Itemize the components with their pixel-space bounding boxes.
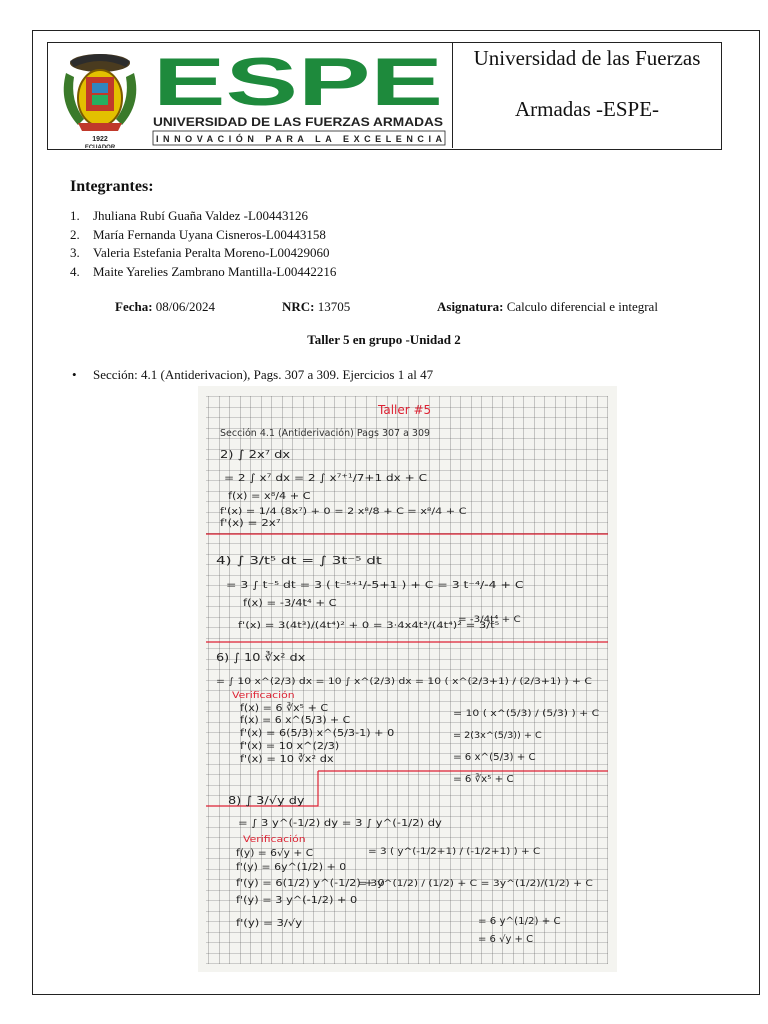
homework-line: = ∫ 3 y^(-1/2) dy = 3 ∫ y^(-1/2) dy (238, 818, 443, 829)
homework-line: 6) ∫ 10 ∛x² dx (216, 651, 293, 664)
seal-year: 1922 (92, 136, 108, 143)
list-item: 1. Jhuliana Rubí Guaña Valdez -L00443126 (70, 208, 308, 223)
university-name (453, 43, 721, 148)
university-line-1: Universidad de las Fuerzas (473, 46, 701, 70)
espe-logo (48, 43, 453, 148)
homework-line: = -3/4t⁴ + C (458, 615, 521, 625)
nrc-field: NRC: 13705 (282, 299, 351, 314)
logo-wordmark: ESPE (153, 44, 443, 120)
seccion-item: • Sección: 4.1 (Antiderivacion), Pags. 307 a 309. Ejercicios 1 al 47 (72, 367, 434, 382)
homework-header: Sección 4.1 (Antiderivación) Pags 307 a 309 (220, 428, 431, 439)
taller-title: Taller 5 en grupo -Unidad 2 (307, 332, 461, 347)
homework-line: = 6 x^(5/3) + C (453, 752, 537, 763)
homework-line: = 6 y^(1/2) + C (478, 916, 562, 927)
homework-photo (198, 386, 617, 972)
homework-line: 8) ∫ 3/√y dy (228, 794, 306, 807)
homework-line: f(x) = -3/4t⁴ + C (243, 598, 338, 609)
homework-line: f'(x) = 6(5/3) x^(5/3-1) + 0 (240, 728, 395, 739)
homework-line: f'(x) = 2x⁷ (220, 518, 281, 529)
homework-line: f(x) = x⁸/4 + C (228, 491, 312, 502)
list-item: 4. Maite Yarelies Zambrano Mantilla-L00442216 (70, 264, 337, 280)
homework-line: f(x) = 6 x^(5/3) + C (240, 715, 351, 726)
homework-line: f'(y) = 3/√y (236, 918, 303, 929)
homework-line: = 10 ( x^(5/3) / (5/3) ) + C (453, 709, 600, 719)
homework-line: = 6 √y + C (478, 934, 534, 945)
list-item: 3. Valeria Estefania Peralta Moreno-L00429060 (70, 245, 330, 261)
logo-tagline: INNOVACIÓN PARA LA EXCELENCIA (156, 134, 442, 144)
integrantes-heading: Integrantes: (70, 178, 154, 195)
homework-line: = ∫ 10 x^(2/3) dx = 10 ∫ x^(2/3) dx = 10 ( x^(2/3+1) / (2/3+1) ) + C (216, 677, 592, 687)
homework-line: f'(x) = 3(4t³)/(4t⁴)² + 0 = 3·4x4t³/(4t⁴)² = 3/t⁵ (238, 621, 500, 631)
homework-line: f'(y) = 6y^(1/2) + 0 (236, 862, 347, 873)
homework-line: Verificación (232, 691, 284, 701)
homework-line: f(y) = 6√y + C (236, 848, 314, 859)
fecha-field: Fecha: 08/06/2024 (115, 299, 216, 314)
homework-line: Verificación (243, 835, 295, 845)
members-list (70, 207, 336, 282)
homework-line: f'(y) = 6(1/2) y^(-1/2) + 0 (236, 878, 385, 889)
homework-line: f'(x) = 10 ∛x² dx (240, 754, 319, 765)
homework-line: = 6 ∛x⁵ + C (453, 774, 510, 785)
homework-line: 2) ∫ 2x⁷ dx (220, 448, 291, 461)
homework-line: 4) ∫ 3/t⁵ dt = ∫ 3t⁻⁵ dt (216, 554, 383, 567)
homework-image (198, 386, 617, 972)
homework-line: = 3y^(1/2) / (1/2) + C = 3y^(1/2)/(1/2) + C (358, 879, 593, 889)
homework-line: = 3 ( y^(-1/2+1) / (-1/2+1) ) + C (368, 847, 541, 857)
homework-line: = 2(3x^(5/3)) + C (453, 731, 542, 741)
homework-line: = 3 ∫ t⁻⁵ dt = 3 ( t⁻⁵⁺¹/-5+1 ) + C = 3 t⁻⁴/-4 + C (226, 580, 525, 591)
list-item: 2. María Fernanda Uyana Cisneros-L00443158 (70, 226, 326, 242)
university-line-2: Armadas -ESPE- (514, 97, 660, 121)
asignatura-field: Asignatura: Calculo diferencial e integral (437, 299, 658, 314)
homework-line: f(x) = 6 ∛x⁵ + C (240, 703, 316, 714)
seal-country: ECUADOR (84, 145, 116, 148)
homework-line: f'(y) = 3 y^(-1/2) + 0 (236, 895, 358, 906)
logo-subtitle: UNIVERSIDAD DE LAS FUERZAS ARMADAS (153, 117, 444, 129)
university-seal-icon (64, 54, 137, 148)
homework-line: f'(x) = 10 x^(2/3) (240, 741, 340, 752)
homework-line: = 2 ∫ x⁷ dx = 2 ∫ x⁷⁺¹/7+1 dx + C (224, 473, 428, 484)
homework-title: Taller #5 (378, 403, 432, 417)
header (47, 42, 722, 150)
homework-line: f'(x) = 1/4 (8x⁷) + 0 = 2 x⁸/8 + C = x⁸/4 + C (220, 507, 467, 517)
